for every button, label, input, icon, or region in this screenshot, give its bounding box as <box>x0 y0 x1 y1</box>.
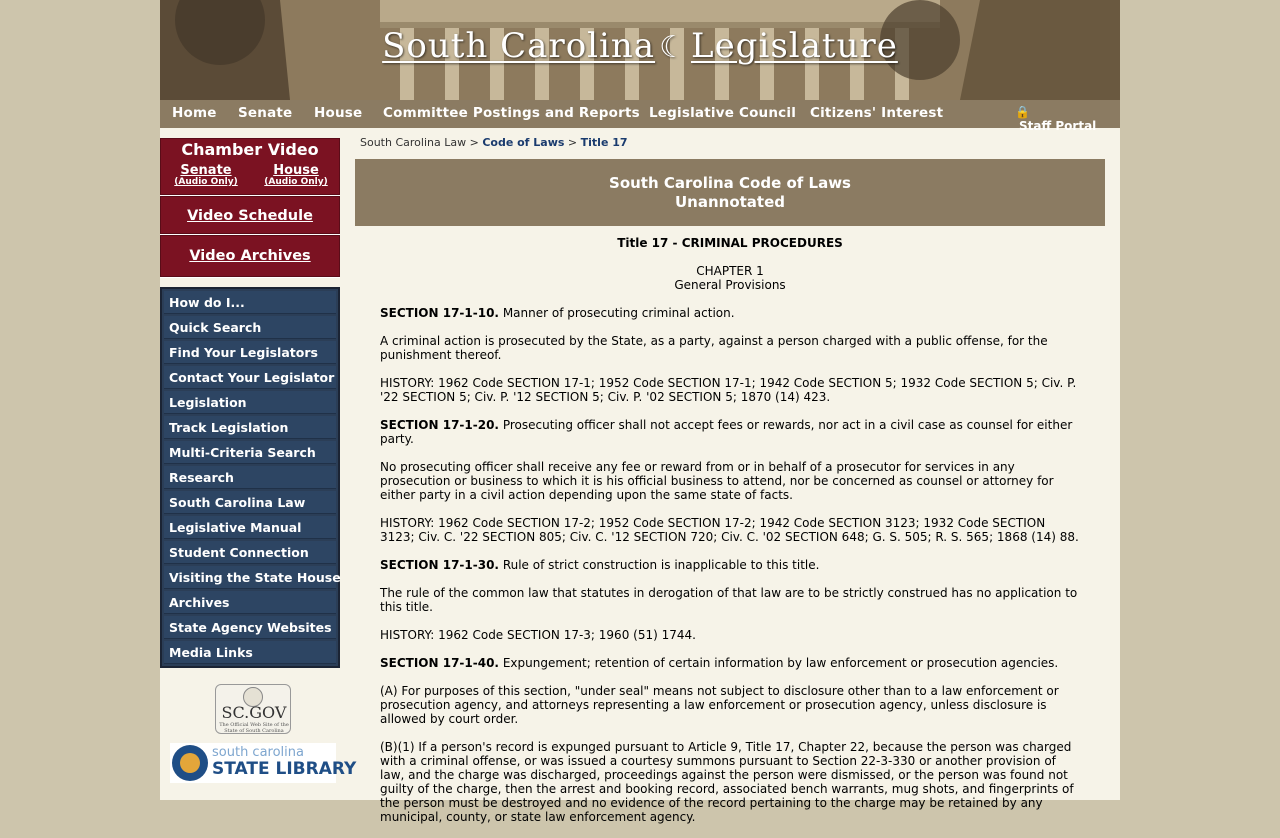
menu-track-legislation[interactable]: Track Legislation <box>164 416 336 439</box>
breadcrumb-separator: > <box>469 136 479 149</box>
breadcrumb-separator: > <box>567 136 578 149</box>
menu-state-agency-websites[interactable]: State Agency Websites <box>164 616 336 639</box>
nav-committee-postings[interactable]: Committee Postings and Reports <box>383 105 640 121</box>
site-title-right: Legislature <box>690 26 898 66</box>
menu-archives[interactable]: Archives <box>164 591 336 614</box>
code-document <box>380 236 1080 838</box>
menu-find-your-legislators[interactable]: Find Your Legislators <box>164 341 336 364</box>
section-body: No prosecuting officer shall receive any fee or reward from or in behalf of a prosecutor for services in any prosecution or business to which it is his official business to attend, nor be concerned as counsel or attorney for either party in a civil action depending upon the same state of facts. <box>380 460 1054 502</box>
menu-research[interactable]: Research <box>164 466 336 489</box>
video-schedule-panel <box>160 196 340 234</box>
section-history: HISTORY: 1962 Code SECTION 17-3; 1960 (51) 1744. <box>380 628 696 642</box>
menu-visiting-the-state-house[interactable]: Visiting the State House <box>164 566 336 589</box>
section-heading <box>380 656 1080 670</box>
site-title-left: South Carolina <box>382 26 656 66</box>
document-title: Title 17 - CRIMINAL PROCEDURES <box>617 236 843 250</box>
state-library-line2: STATE LIBRARY <box>212 759 357 779</box>
nav-legislative-council[interactable]: Legislative Council <box>649 105 797 121</box>
scgov-logo[interactable] <box>215 684 291 734</box>
breadcrumb-title[interactable]: Title 17 <box>580 136 628 149</box>
page-title-bar <box>355 159 1105 226</box>
menu-quick-search[interactable]: Quick Search <box>164 316 336 339</box>
senate-audio-only[interactable]: (Audio Only) <box>174 177 238 187</box>
section-body: (A) For purposes of this section, "under seal" means not subject to disclosure other than to a law enforcement or prosecution agency, and attorneys representing a law enforcement or prosecution agency, unless disclosure is allowed by court order. <box>380 684 1059 726</box>
staff-portal-label: Staff Portal <box>1019 119 1097 133</box>
chamber-video-box <box>160 138 340 278</box>
senate-video-link[interactable]: Senate <box>180 163 232 178</box>
section-number: SECTION 17-1-30. <box>380 558 499 572</box>
chapter-heading <box>380 264 1080 292</box>
senate-video <box>161 163 251 187</box>
menu-how-do-i[interactable]: How do I... <box>164 291 336 314</box>
section-body: (B)(1) If a person's record is expunged pursuant to Article 9, Title 17, Chapter 22, because the person was charged with a criminal offense, or was issued a courtesy summons pursuant to Section 22-3-330 or another provision of law, and the charge was discharged, proceedings against the person were dismissed, or the person was found not guilty of the charge, then the arrest and booking record, associated bench warrants, mug shots, and fingerprints of the person must be destroyed and no evidence of the record pertaining to the charge may be retained by any municipal, county, or state law enforcement agency. <box>380 740 1074 824</box>
section-caption: Rule of strict construction is inapplicable to this title. <box>499 558 820 572</box>
menu-contact-your-legislator[interactable]: Contact Your Legislator <box>164 366 336 389</box>
section-heading <box>380 418 1080 446</box>
breadcrumb-root[interactable]: South Carolina Law <box>360 136 467 149</box>
video-archives-panel <box>160 235 340 277</box>
page-title: South Carolina Code of Laws <box>609 174 851 192</box>
scgov-logo-text: SC.GOV <box>221 703 287 722</box>
lock-icon: 🔒 <box>1015 105 1030 119</box>
chapter-number: CHAPTER 1 <box>696 264 764 278</box>
section-number: SECTION 17-1-20. <box>380 418 499 432</box>
menu-legislation[interactable]: Legislation <box>164 391 336 414</box>
section-history: HISTORY: 1962 Code SECTION 17-2; 1952 Code SECTION 17-2; 1942 Code SECTION 3123; 1932 Code SECTION 3123; Civ. C. '22 SECTION 805; Civ. C. '12 SECTION 720; Civ. C. '02 SECTION 648; G. S. 505; R. S. 565; 1868 (14) 88. <box>380 516 1079 544</box>
house-video <box>251 163 341 187</box>
menu-media-links[interactable]: Media Links <box>164 641 336 664</box>
video-schedule-link[interactable]: Video Schedule <box>187 208 313 224</box>
house-video-link[interactable]: House <box>273 163 319 178</box>
section-body: A criminal action is prosecuted by the State, as a party, against a person charged with a public offense, for the punishment thereof. <box>380 334 1048 362</box>
staff-portal-link[interactable] <box>1013 104 1123 133</box>
nav-citizens-interest[interactable]: Citizens' Interest <box>810 105 944 121</box>
chamber-video-heading: Chamber Video <box>181 140 319 159</box>
video-archives-link[interactable]: Video Archives <box>189 248 311 264</box>
nav-house[interactable]: House <box>314 105 363 121</box>
nav-senate[interactable]: Senate <box>238 105 293 121</box>
chamber-video-panel <box>160 138 340 195</box>
page-subtitle: Unannotated <box>674 193 786 211</box>
state-library-logo[interactable] <box>170 743 357 783</box>
house-audio-only[interactable]: (Audio Only) <box>264 177 328 187</box>
section-history: HISTORY: 1962 Code SECTION 17-1; 1952 Code SECTION 17-1; 1942 Code SECTION 5; 1932 Code SECTION 5; Civ. P. '22 SECTION 5; Civ. P. '12 SECTION 5; Civ. P. '02 SECTION 5; 1870 (14) 423. <box>380 376 1077 404</box>
section-number: SECTION 17-1-10. <box>380 306 499 320</box>
state-library-emblem-icon <box>172 745 208 781</box>
section-caption: Manner of prosecuting criminal action. <box>499 306 735 320</box>
top-navigation <box>160 100 1120 133</box>
site-title[interactable] <box>160 26 1120 66</box>
section-number: SECTION 17-1-40. <box>380 656 499 670</box>
nav-home[interactable]: Home <box>172 105 217 121</box>
site-banner[interactable] <box>160 0 1120 100</box>
state-library-line1: south carolina <box>212 745 304 760</box>
breadcrumb-code-of-laws[interactable]: Code of Laws <box>482 136 565 149</box>
menu-legislative-manual[interactable]: Legislative Manual <box>164 516 336 539</box>
section-body: The rule of the common law that statutes in derogation of that law are to be strictly construed has no application to this title. <box>380 586 1078 614</box>
menu-south-carolina-law[interactable]: South Carolina Law <box>164 491 336 514</box>
section-caption: Expungement; retention of certain information by law enforcement or prosecution agencies. <box>499 656 1059 670</box>
menu-multi-criteria-search[interactable]: Multi-Criteria Search <box>164 441 336 464</box>
page <box>160 0 1120 824</box>
palmetto-moon-icon: ☾ <box>659 30 687 65</box>
scgov-logo-subtext: The Official Web Site of the State of South Carolina <box>219 722 289 734</box>
chapter-name: General Provisions <box>674 278 786 292</box>
sidebar-menu <box>160 287 340 668</box>
breadcrumb <box>360 136 628 149</box>
section-caption: Prosecuting officer shall not accept fees or rewards, nor act in a civil case as counsel for either party. <box>380 418 1073 446</box>
section-heading <box>380 306 1080 320</box>
menu-student-connection[interactable]: Student Connection <box>164 541 336 564</box>
section-heading <box>380 558 1080 572</box>
